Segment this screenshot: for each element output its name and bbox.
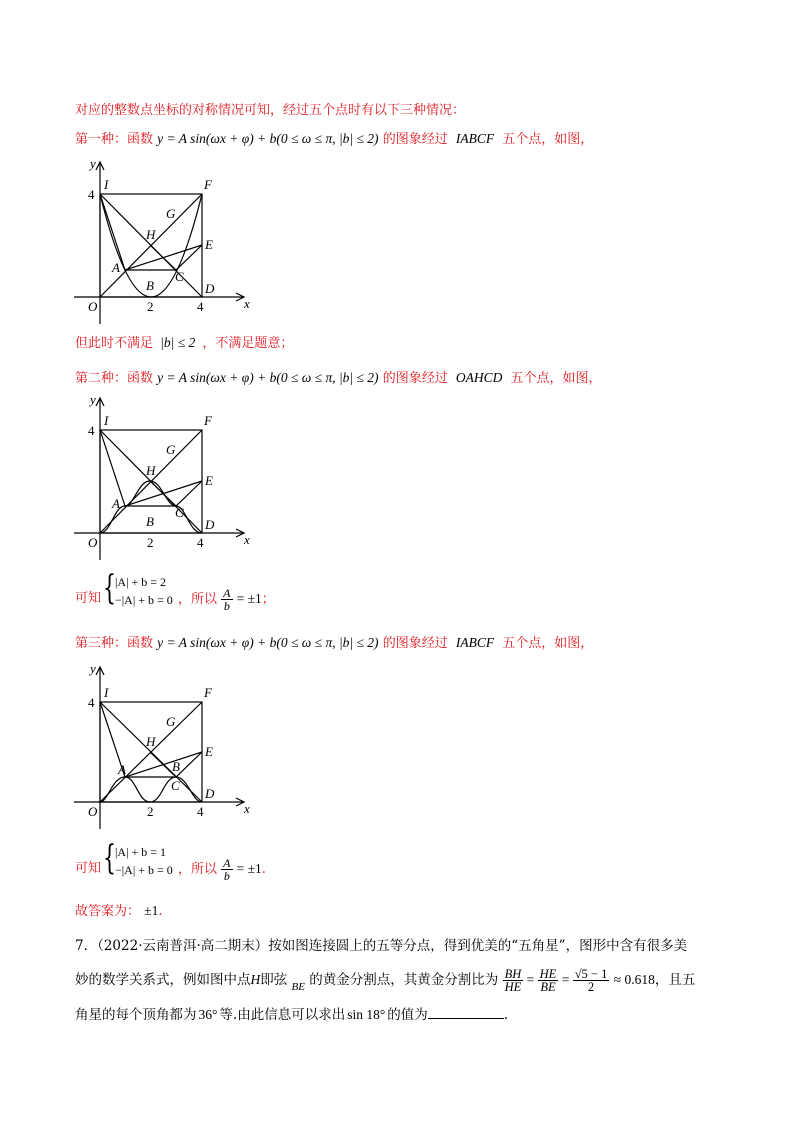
label-y: y: [90, 661, 96, 676]
figure-case2-svg: [66, 388, 256, 566]
label-c: C: [175, 269, 184, 284]
label-x: x: [244, 801, 250, 816]
tick-2-x: 2: [147, 299, 154, 314]
answer-end: .: [158, 904, 163, 919]
label-c: C: [171, 778, 180, 793]
case2-prefix: 第二种：函数: [75, 371, 154, 386]
case3-heading: [75, 632, 593, 651]
case2-end: ；: [261, 592, 275, 607]
case1-middle: 的图象经过: [382, 132, 448, 147]
case1-heading: [75, 128, 593, 147]
case2-eq2: −|A| + b = 0: [115, 593, 173, 607]
p7-approx: ≈ 0.618: [613, 972, 655, 987]
label-x: x: [244, 296, 250, 311]
label-e: E: [205, 237, 213, 252]
tick-4-y: 4: [88, 423, 95, 438]
case1-note: [75, 332, 293, 351]
seg-hce: [150, 245, 202, 270]
label-g: G: [166, 714, 176, 729]
label-b: B: [146, 514, 154, 529]
case1-note-condition: |b| ≤ 2: [160, 335, 196, 350]
case3-result-prefix: 可知: [75, 861, 102, 876]
p7-r2-den: BE: [540, 980, 556, 994]
intro-text: 对应的整数点坐标的对称情况可知，经过五个点时有以下三种情况：: [75, 103, 466, 118]
label-a: A: [112, 496, 120, 511]
p7-r1-den: HE: [504, 980, 522, 994]
label-i: I: [104, 177, 109, 192]
label-b: B: [146, 278, 154, 293]
tick-2-x: 2: [147, 804, 154, 819]
case3-eq1: |A| + b = 1: [115, 845, 167, 859]
figure-case1: [66, 152, 256, 330]
case1-note-suffix: ，不满足题意；: [202, 336, 294, 351]
case2-result: [75, 587, 101, 606]
tick-4-y: 4: [88, 695, 95, 710]
tick-4-x: 4: [197, 804, 204, 819]
p7-chord-be: BE: [291, 981, 305, 993]
label-e: E: [205, 473, 213, 488]
p7-text-c: 的黄金分割点，其黄金分割比为: [309, 972, 499, 988]
case2-function: y = A sin(ωx + φ) + b(0 ≤ ω ≤ π, |b| ≤ 2): [157, 370, 379, 385]
label-c: C: [175, 505, 184, 520]
label-d: D: [205, 281, 215, 296]
label-o: O: [88, 535, 98, 550]
p7-text-e: 角星的每个顶角都为: [75, 1007, 197, 1023]
case3-points: IABCF: [455, 635, 495, 650]
tick-4-x: 4: [197, 535, 204, 550]
case3-eq2: −|A| + b = 0: [115, 863, 173, 877]
case3-end: .: [261, 862, 266, 877]
label-d: D: [205, 786, 215, 801]
label-a: A: [118, 762, 126, 777]
p7-angle: 36°: [198, 1007, 218, 1022]
p7-text-a: 妙的数学关系式，例如图中点: [75, 972, 251, 988]
answer-blank[interactable]: [428, 1006, 504, 1019]
tick-4-x: 4: [197, 299, 204, 314]
label-f: F: [204, 177, 212, 192]
answer-value: ±1: [144, 903, 159, 918]
label-d: D: [205, 517, 215, 532]
p7-ratio-bh-he: [503, 968, 524, 993]
figure-case3: [66, 657, 256, 835]
p7-text-d: ，且五: [654, 972, 696, 988]
case2-middle: 的图象经过: [382, 371, 448, 386]
case3-result: [75, 857, 101, 876]
ratio-denominator: b: [223, 869, 230, 883]
case3-conclusion: [178, 857, 266, 882]
label-g: G: [166, 206, 176, 221]
case1-suffix: 五个点，如图，: [502, 132, 594, 147]
label-i: I: [104, 685, 109, 700]
case3-prefix: 第三种：函数: [75, 636, 154, 651]
case1-points: IABCF: [455, 131, 495, 146]
p7-ratio-golden: [573, 968, 610, 993]
label-a: A: [112, 260, 120, 275]
case2-heading: [75, 367, 602, 386]
problem7-line3: [75, 1003, 508, 1023]
p7-point-h: H: [250, 972, 261, 987]
p7-r1-num: BH: [504, 967, 522, 981]
tick-4-y: 4: [88, 187, 95, 202]
label-e: E: [205, 744, 213, 759]
case1-prefix: 第一种：函数: [75, 132, 154, 147]
answer-line: [75, 900, 162, 919]
problem7-line2: 妙的数学关系式，例如图中点H即弦 $_{BE}$ 的黄金分割点，其黄金分割比为 $\frac{BH}{HE}$ = $\frac{HE}{BE}$ = $\frac{√5 - 1}{2}$ ≈ 0.618，且五: [75, 967, 696, 994]
case2-mid: ，所以: [178, 592, 218, 607]
label-o: O: [88, 804, 98, 819]
label-g: G: [166, 442, 176, 457]
p7-text-g: 的值为: [387, 1007, 428, 1023]
case3-ratio: [221, 857, 232, 882]
case3-curve: [100, 777, 202, 802]
p7-r3-den: 2: [587, 980, 595, 994]
figure-case3-svg: [66, 657, 256, 835]
figure-case2: [66, 388, 256, 566]
brace: {: [103, 838, 116, 878]
case3-function: y = A sin(ωx + φ) + b(0 ≤ ω ≤ π, |b| ≤ 2): [157, 635, 379, 650]
label-h: H: [146, 463, 156, 478]
p7-text-b: 即弦: [260, 972, 288, 988]
case1-note-prefix: 但此时不满足: [75, 336, 154, 351]
case2-points: OAHCD: [455, 370, 503, 385]
label-x: x: [244, 532, 250, 547]
label-b: B: [172, 759, 180, 774]
label-h: H: [146, 227, 156, 242]
p7-ratio-he-be: [538, 968, 559, 993]
case2-conclusion: [178, 587, 275, 612]
p7-sin: sin 18°: [347, 1007, 386, 1022]
answer-prefix: 故答案为：: [75, 904, 141, 919]
brace: {: [103, 568, 116, 608]
ratio-numerator: A: [223, 586, 231, 600]
label-y: y: [90, 156, 96, 171]
p7-r3-num: √5 − 1: [574, 967, 608, 981]
label-o: O: [88, 299, 98, 314]
ratio-numerator: A: [223, 856, 231, 870]
ratio-denominator: b: [223, 599, 230, 613]
case1-function: y = A sin(ωx + φ) + b(0 ≤ ω ≤ π, |b| ≤ 2): [157, 131, 379, 146]
case2-result-prefix: 可知: [75, 591, 102, 606]
case3-suffix: 五个点，如图，: [502, 636, 594, 651]
tick-2-x: 2: [147, 535, 154, 550]
p7-end: .: [503, 1007, 509, 1023]
case3-middle: 的图象经过: [382, 636, 448, 651]
case2-ratio: [221, 587, 232, 612]
case3-mid: ，所以: [178, 862, 218, 877]
problem7-line1: 7．（2022·云南普洱·高二期末）按如图连接圆上的五等分点，得到优美的“五角星”，图形中含有很多美: [75, 938, 688, 954]
case3-value: = ±1: [236, 861, 262, 876]
figure-case1-svg: [66, 152, 256, 330]
label-h: H: [146, 734, 156, 749]
label-i: I: [104, 413, 109, 428]
case2-value: = ±1: [236, 591, 262, 606]
case2-suffix: 五个点，如图，: [510, 371, 602, 386]
label-f: F: [204, 413, 212, 428]
p7-text-f: 等.由此信息可以求出: [219, 1007, 346, 1023]
case2-eq1: |A| + b = 2: [115, 575, 167, 589]
label-y: y: [90, 392, 96, 407]
p7-r2-num: HE: [539, 967, 557, 981]
label-f: F: [204, 685, 212, 700]
